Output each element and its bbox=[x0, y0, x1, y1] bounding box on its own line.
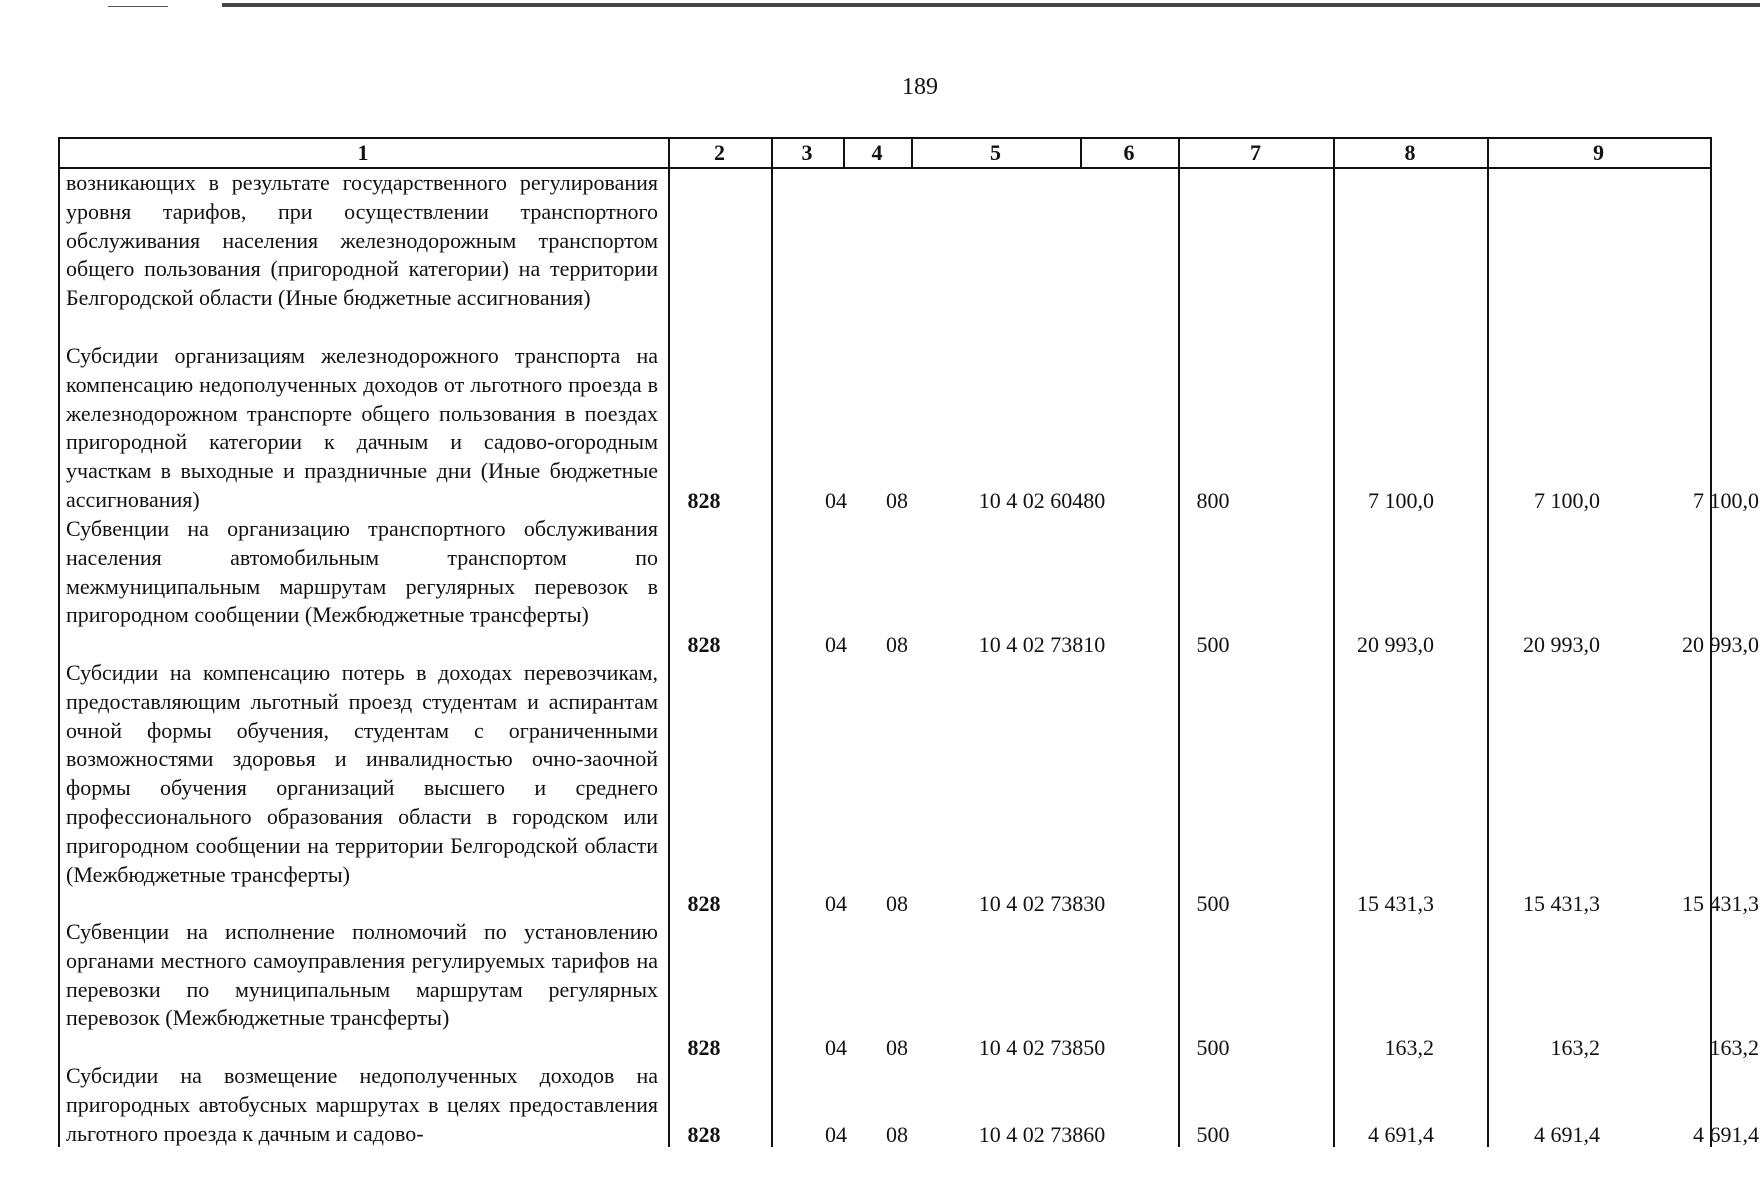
header-col-6: 6 bbox=[1123, 140, 1135, 165]
top-rule-short bbox=[108, 6, 168, 7]
budget-table bbox=[58, 137, 1759, 1147]
row-description: Субвенции на исполнение полномочий по установлению органами местного самоуправления регулируемых тарифов на перевозки по муниципальным маршрутам регулярных перевозок (Межбюджетные трансферты) bbox=[66, 919, 658, 1031]
cell-target-article: 10 4 02 73850 bbox=[978, 1035, 1106, 1060]
cell-amount-9: 20 993,0 bbox=[1682, 632, 1759, 657]
cell-amount-8: 4 691,4 bbox=[1534, 1122, 1600, 1147]
cell-subsection: 08 bbox=[886, 488, 908, 513]
cell-subsection: 08 bbox=[886, 1035, 908, 1060]
cell-ministry-code: 828 bbox=[687, 632, 721, 657]
table-row bbox=[58, 630, 1759, 659]
cell-amount-9: 4 691,4 bbox=[1693, 1122, 1759, 1147]
cell-ministry-code: 828 bbox=[687, 1122, 721, 1147]
cell-expense-type: 800 bbox=[1196, 488, 1230, 513]
cell-subsection: 08 bbox=[886, 632, 908, 657]
cell-section: 04 bbox=[825, 891, 847, 916]
cell-expense-type: 500 bbox=[1196, 632, 1230, 657]
table-row bbox=[58, 1120, 1759, 1149]
header-col-3: 3 bbox=[801, 140, 813, 165]
header-col-9: 9 bbox=[1593, 140, 1604, 165]
cell-expense-type: 500 bbox=[1196, 1122, 1230, 1147]
cell-amount-8: 7 100,0 bbox=[1534, 488, 1600, 513]
row-description: Субсидии на возмещение недополученных доходов на пригородных автобусных маршрутах в целях предоставления льготного проезда к дачным и садово- bbox=[66, 1063, 658, 1146]
cell-subsection: 08 bbox=[886, 891, 908, 916]
header-col-2: 2 bbox=[714, 140, 725, 165]
cell-amount-9: 15 431,3 bbox=[1682, 891, 1759, 916]
cell-section: 04 bbox=[825, 1122, 847, 1147]
cell-amount-9: 163,2 bbox=[1709, 1035, 1759, 1060]
cell-target-article: 10 4 02 60480 bbox=[978, 488, 1106, 513]
cell-amount-7: 4 691,4 bbox=[1368, 1122, 1434, 1147]
cell-section: 04 bbox=[825, 488, 847, 513]
cell-section: 04 bbox=[825, 632, 847, 657]
cell-amount-9: 7 100,0 bbox=[1693, 488, 1759, 513]
page-number: 189 bbox=[902, 74, 938, 100]
cell-amount-8: 20 993,0 bbox=[1523, 632, 1600, 657]
cell-target-article: 10 4 02 73810 bbox=[978, 632, 1106, 657]
row-description: Субсидии на компенсацию потерь в доходах перевозчикам, предоставляющим льготный проезд студентам и аспирантам очной формы обучения, студентам с ограниченными возможностями здоровья и инвалидностью очно-заочной формы обучения организаций высшего и среднего профессионального образования области в городском или пригородном сообщении на территории Белгородской области (Межбюджетные трансферты) bbox=[66, 660, 658, 887]
row-description: Субвенции на организацию транспортного обслуживания населения автомобильным транспортом по межмуниципальным маршрутам регулярных перевозок в пригородном сообщении (Межбюджетные трансферты) bbox=[66, 516, 658, 628]
cell-subsection: 08 bbox=[886, 1122, 908, 1147]
cell-amount-8: 163,2 bbox=[1550, 1035, 1600, 1060]
header-col-8: 8 bbox=[1404, 140, 1416, 165]
cell-amount-7: 15 431,3 bbox=[1357, 891, 1434, 916]
cell-amount-7: 7 100,0 bbox=[1368, 488, 1434, 513]
cell-ministry-code: 828 bbox=[687, 488, 721, 513]
table-row bbox=[58, 486, 1759, 515]
cell-expense-type: 500 bbox=[1196, 1035, 1230, 1060]
cell-expense-type: 500 bbox=[1196, 891, 1230, 916]
cell-ministry-code: 828 bbox=[687, 891, 721, 916]
row-description: возникающих в результате государственного регулирования уровня тарифов, при осуществлении транспортного обслуживания населения железнодорожным транспортом общего пользования (пригородной категории) на территории Белгородской области (Иные бюджетные ассигнования) bbox=[66, 170, 658, 311]
header-col-4: 4 bbox=[871, 140, 883, 165]
header-col-1: 1 bbox=[357, 140, 369, 165]
cell-target-article: 10 4 02 73830 bbox=[978, 891, 1106, 916]
cell-amount-7: 20 993,0 bbox=[1357, 632, 1434, 657]
table-row bbox=[58, 1033, 1759, 1062]
cell-ministry-code: 828 bbox=[687, 1035, 721, 1060]
row-description: Субсидии организациям железнодорожного транспорта на компенсацию недополученных доходов от льготного проезда в железнодорожном транспорте общего пользования в поездах пригородной категории к дачным и садово-огородным участкам в выходные и праздничные дни (Иные бюджетные ассигнования) bbox=[66, 343, 658, 512]
cell-amount-7: 163,2 bbox=[1384, 1035, 1434, 1060]
header-col-7: 7 bbox=[1250, 140, 1261, 165]
top-rule bbox=[222, 3, 1760, 7]
cell-section: 04 bbox=[825, 1035, 847, 1060]
table-row bbox=[58, 889, 1759, 918]
header-col-5: 5 bbox=[990, 140, 1001, 165]
cell-target-article: 10 4 02 73860 bbox=[978, 1122, 1106, 1147]
cell-amount-8: 15 431,3 bbox=[1523, 891, 1600, 916]
